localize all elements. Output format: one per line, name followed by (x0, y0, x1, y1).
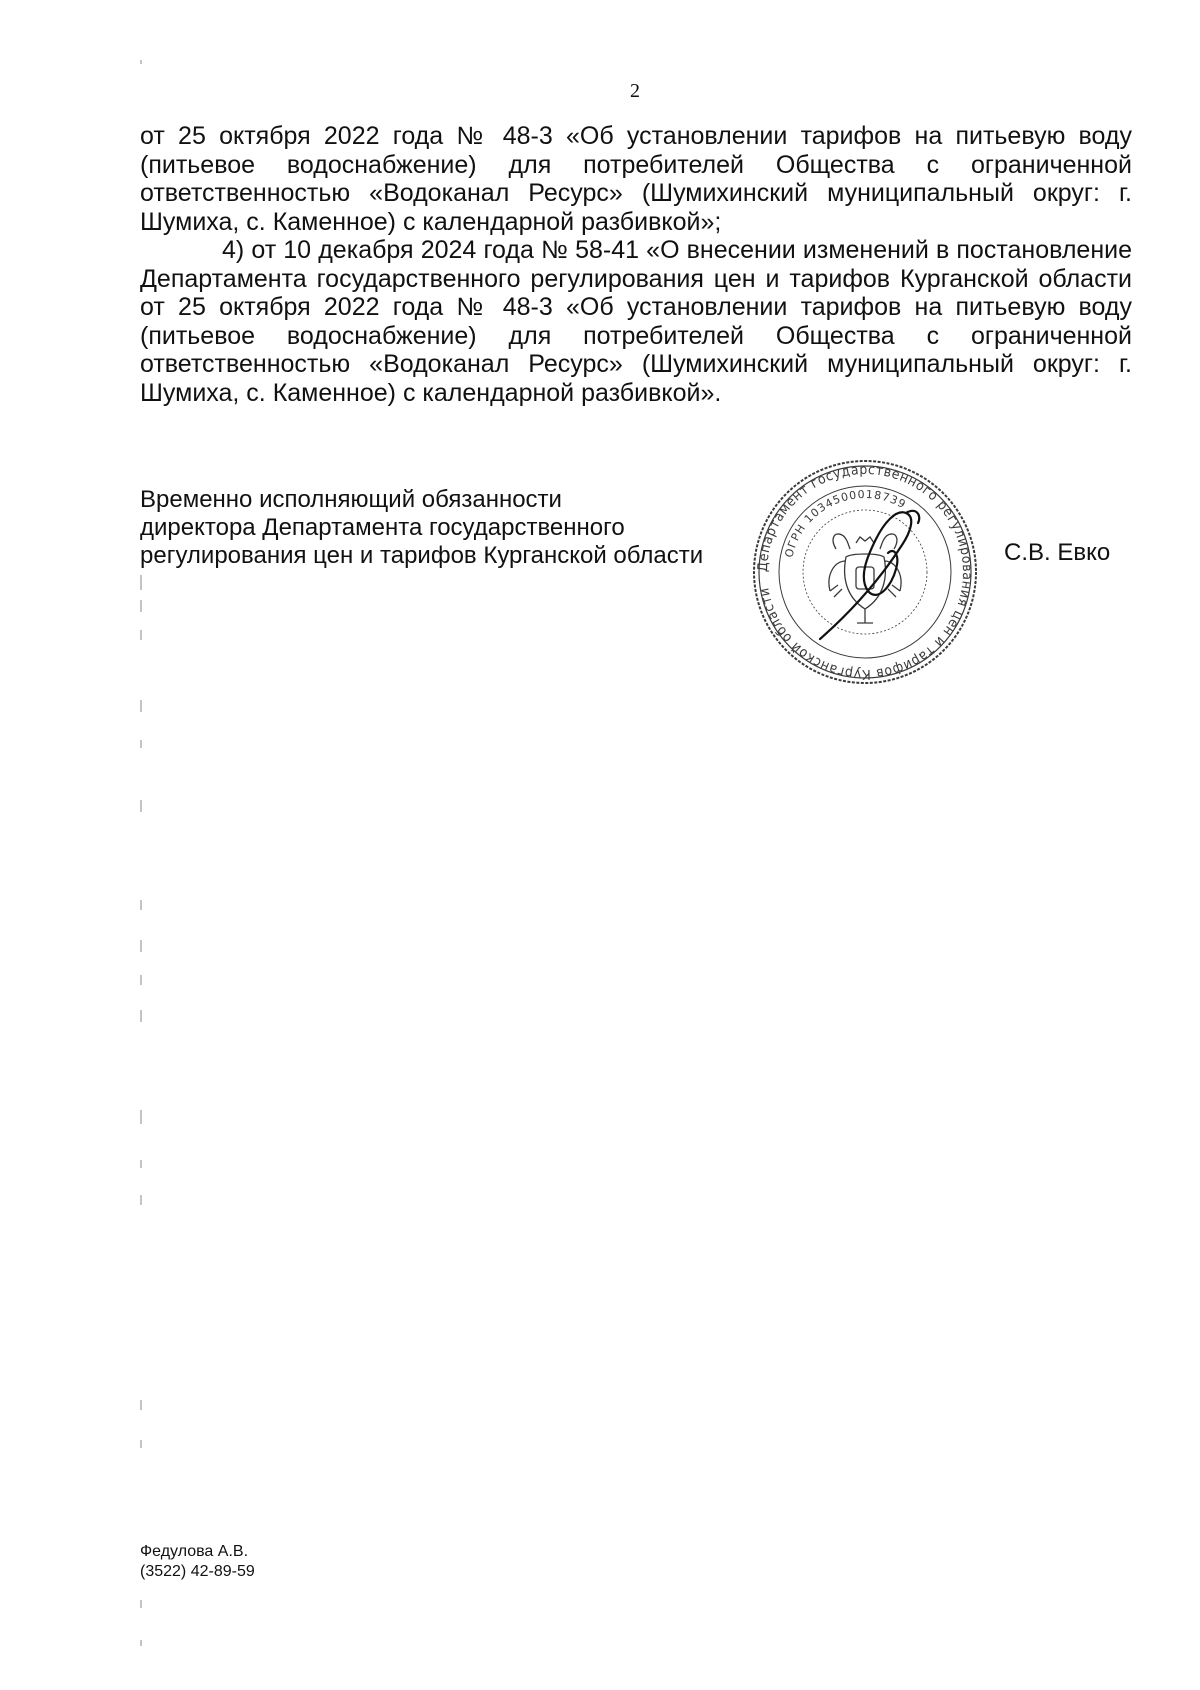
signatory-position-line: Временно исполняющий обязанности (140, 486, 562, 513)
handwritten-signature (820, 511, 919, 639)
executor-info (140, 1542, 255, 1582)
signatory-name: С.В. Евко (1004, 539, 1111, 566)
seal-outer-text: Департамент государственного регулирования цен и тарифов Курганской области (754, 461, 976, 683)
scan-margin-marks (138, 0, 144, 1690)
paragraph-continuation: от 25 октября 2022 года № 48-3 «Об установлении тарифов на питьевую воду (питьевое водоснабжение) для потребителей Общества с ограниченной ответственностью «Водоканал Ресурс» (Шумихинский муниципальный округ: г. Шумиха, с. Каменное) с календарной разбивкой»; (140, 122, 1132, 236)
double-headed-eagle-emblem (829, 534, 901, 623)
signatory-position-line: регулирования цен и тарифов Курганской области (140, 542, 704, 569)
signatory-position-line: директора Департамента государственного (140, 514, 625, 541)
signatory-position (140, 486, 740, 570)
seal-inner-text: ОГРН 1034500018739 (782, 487, 909, 559)
page-number: 2 (630, 80, 640, 102)
official-seal-stamp (750, 457, 980, 687)
paragraph-item-4: 4) от 10 декабря 2024 года № 58-41 «О внесении изменений в постановление Департамента государственного регулирования цен и тарифов Курганской области от 25 октября 2022 года № 48-3 «Об установлении тарифов на питьевую воду (питьевое водоснабжение) для потребителей Общества с ограниченной ответственностью «Водоканал Ресурс» (Шумихинский муниципальный округ: г. Шумиха, с. Каменное) с календарной разбивкой». (140, 236, 1132, 407)
document-body (140, 122, 1132, 407)
executor-phone: (3522) 42-89-59 (140, 1563, 255, 1580)
executor-name: Федулова А.В. (140, 1543, 249, 1560)
